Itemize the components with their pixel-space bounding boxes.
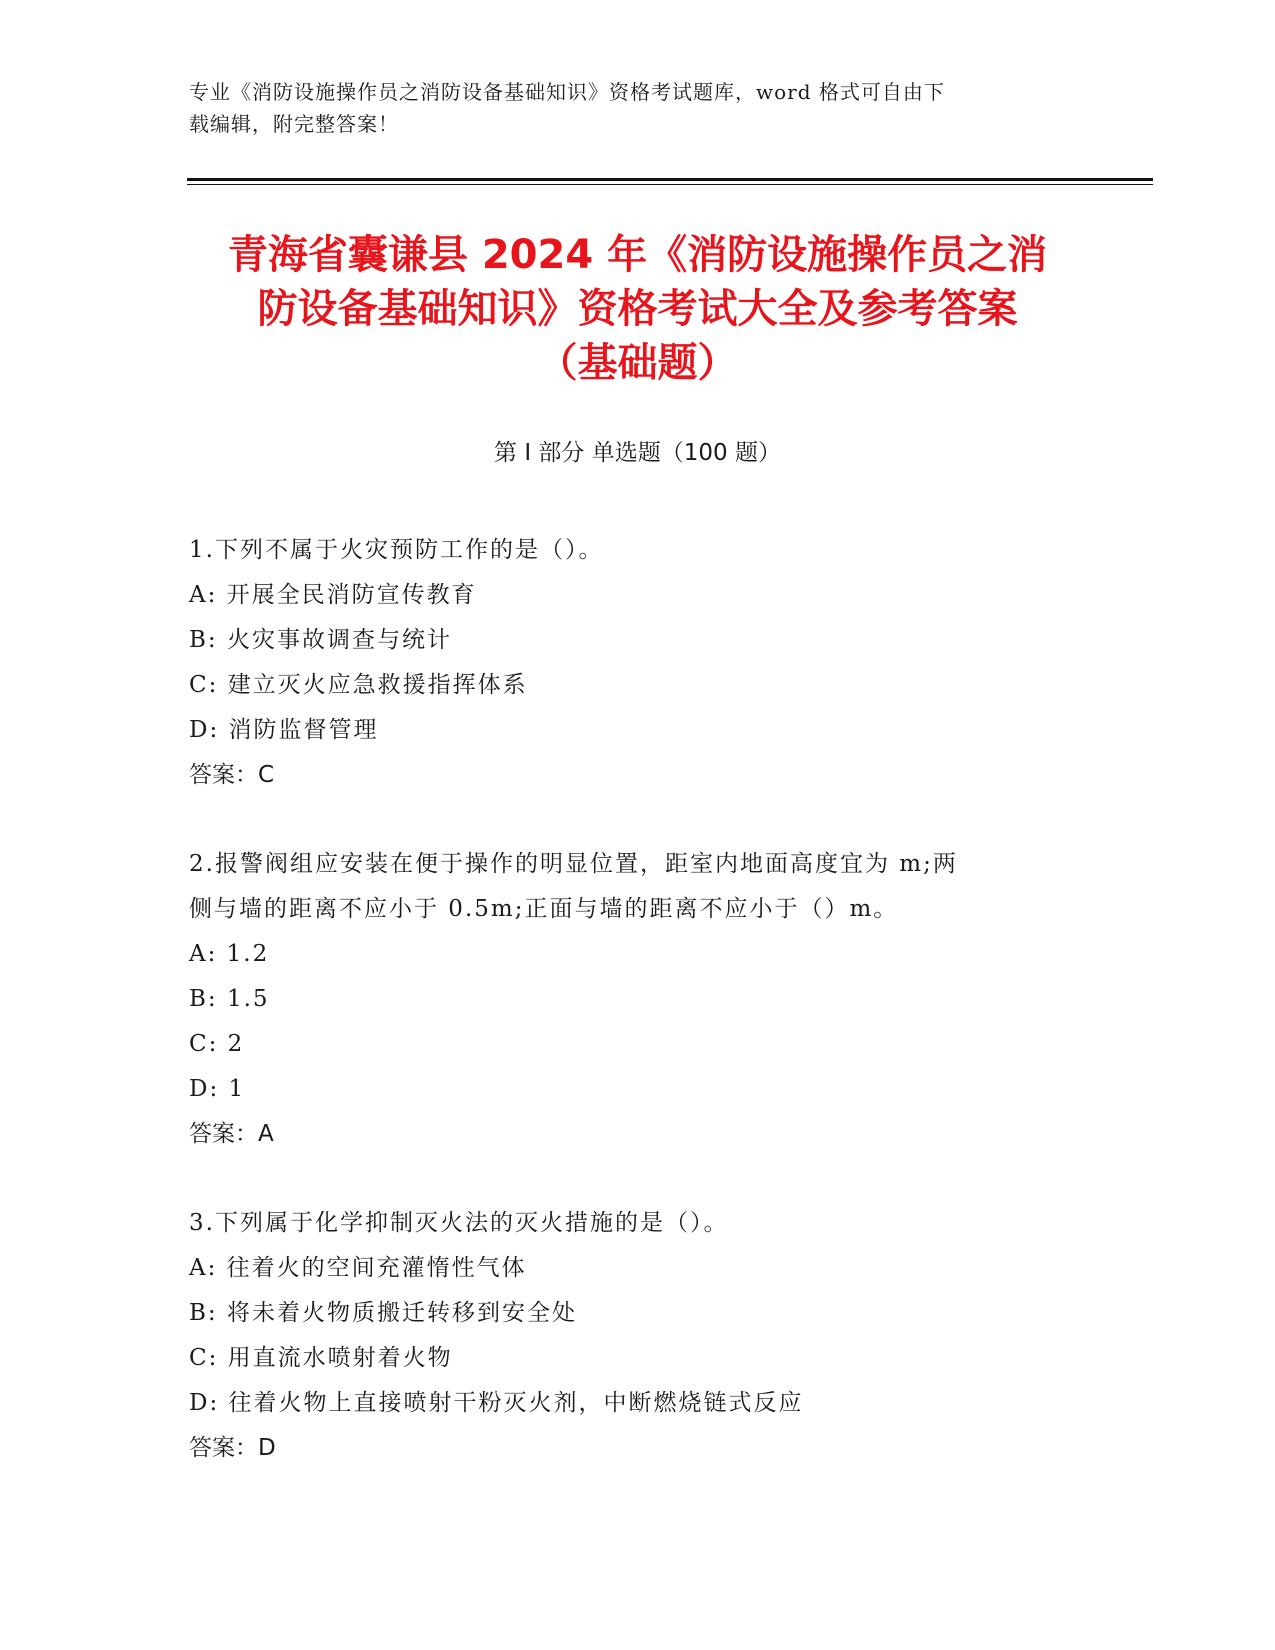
section-heading: 第 I 部分 单选题（100 题） [494, 440, 781, 466]
header-note-line-1: 专业《消防设施操作员之消防设备基础知识》资格考试题库，word 格式可自由下 [189, 80, 945, 104]
option-a: A: 开展全民消防宣传教育 [189, 582, 477, 608]
header-divider-thick [187, 178, 1153, 181]
option-c: C: 2 [189, 1031, 245, 1057]
answer: 答案：C [189, 762, 275, 788]
question-stem: 3.下列属于化学抑制灭火法的灭火措施的是（）。 [189, 1210, 729, 1236]
option-d: D: 消防监督管理 [189, 717, 379, 743]
question-stem-line-2: 侧与墙的距离不应小于 0.5m;正面与墙的距离不应小于（）m。 [189, 896, 899, 922]
header-note [189, 76, 1069, 140]
option-c: C: 建立灭火应急救援指挥体系 [189, 672, 528, 698]
question-stem-line-1: 2.报警阀组应安装在便于操作的明显位置，距室内地面高度宜为 m;两 [189, 851, 958, 877]
header-note-line-2: 载编辑，附完整答案！ [189, 112, 399, 136]
option-c: C: 用直流水喷射着火物 [189, 1345, 453, 1371]
option-a: A: 往着火的空间充灌惰性气体 [189, 1255, 527, 1281]
option-a: A: 1.2 [189, 941, 270, 967]
answer: 答案：A [189, 1121, 274, 1147]
question-stem: 1.下列不属于火灾预防工作的是（）。 [189, 537, 604, 563]
answer: 答案：D [189, 1435, 276, 1461]
option-d: D: 往着火物上直接喷射干粉灭火剂，中断燃烧链式反应 [189, 1390, 804, 1416]
question-list [189, 528, 1069, 1515]
question-3 [189, 1201, 1069, 1471]
option-b: B: 火灾事故调查与统计 [189, 627, 452, 653]
document-title-line-1: 青海省囊谦县 2024 年《消防设施操作员之消 [227, 232, 1048, 278]
document-title [140, 228, 1135, 390]
option-b: B: 1.5 [189, 986, 270, 1012]
option-d: D: 1 [189, 1076, 246, 1102]
document-title-line-2: 防设备基础知识》资格考试大全及参考答案 [257, 286, 1018, 332]
header-divider-thin [187, 184, 1153, 185]
option-b: B: 将未着火物质搬迁转移到安全处 [189, 1300, 577, 1326]
question-2 [189, 842, 1069, 1157]
question-1 [189, 528, 1069, 798]
document-title-line-3: （基础题） [537, 340, 738, 386]
